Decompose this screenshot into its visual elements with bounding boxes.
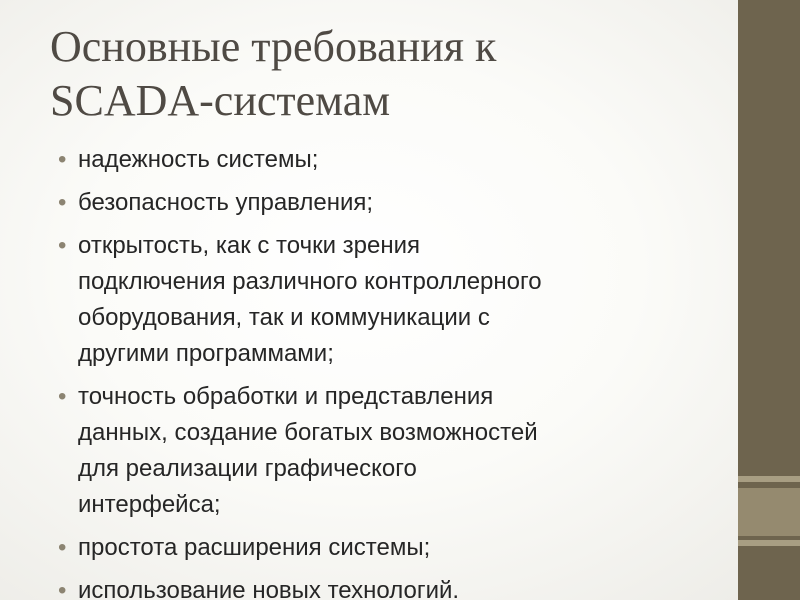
slide-title (50, 20, 730, 128)
bullet-list (58, 142, 728, 600)
bullet-text-line: интерфейса; (78, 491, 221, 518)
slide-title-line-1: Основные требования к (50, 22, 497, 71)
bullet-item (58, 185, 728, 221)
bullet-item (58, 379, 728, 523)
sidebar-band-thin-top (738, 476, 800, 482)
bullet-item (58, 142, 728, 178)
bullet-dot-icon: • (58, 383, 67, 410)
bullet-text-line: открытость, как с точки зрения (78, 232, 420, 259)
bullet-dot-icon: • (58, 146, 67, 173)
sidebar-band-wide (738, 488, 800, 536)
bullet-text-line: использование новых технологий. (78, 577, 460, 600)
bullet-text-line: оборудования, так и коммуникации с (78, 304, 490, 331)
bullet-text-line: для реализации графического (78, 455, 417, 482)
bullet-dot-icon: • (58, 232, 67, 259)
bullet-dot-icon: • (58, 534, 67, 561)
bullet-text-line: точность обработки и представления (78, 383, 494, 410)
bullet-text-line: простота расширения системы; (78, 534, 431, 561)
decorative-sidebar (738, 0, 800, 600)
bullet-text-line: другими программами; (78, 340, 334, 367)
sidebar-band-thin-bottom (738, 540, 800, 546)
bullet-text-line: безопасность управления; (78, 189, 374, 216)
bullet-dot-icon: • (58, 189, 67, 216)
bullet-text-line: подключения различного контроллерного (78, 268, 542, 295)
bullet-text-line: надежность системы; (78, 146, 319, 173)
bullet-item (58, 573, 728, 600)
bullet-item (58, 530, 728, 566)
bullet-text-line: данных, создание богатых возможностей (78, 419, 538, 446)
bullet-item (58, 228, 728, 372)
bullet-dot-icon: • (58, 577, 67, 600)
slide-title-line-2: SCADA-системам (50, 76, 391, 125)
